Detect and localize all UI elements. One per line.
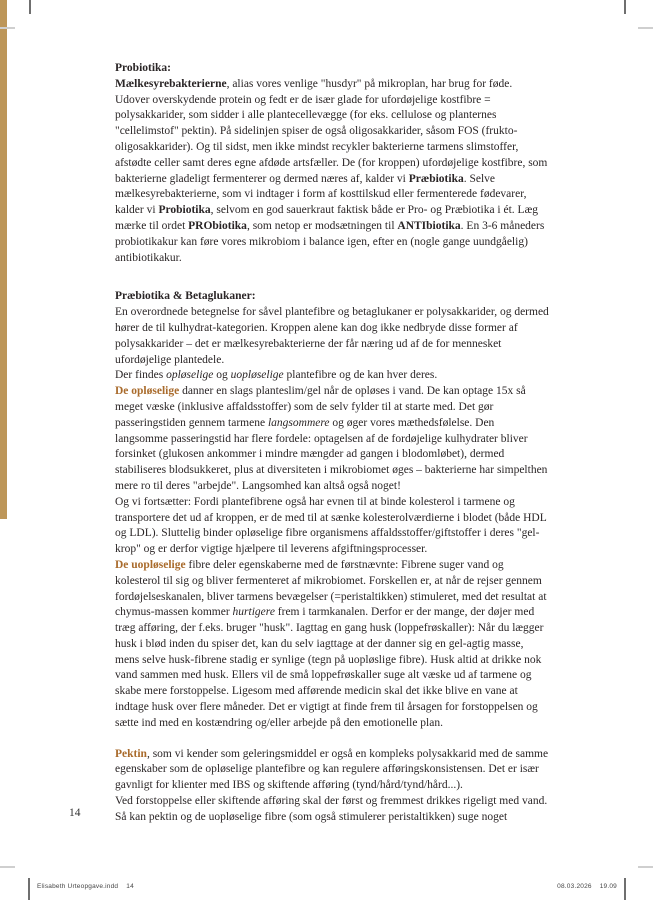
text-segment: langsommere <box>267 416 330 429</box>
crop-mark-top-right-horizontal <box>638 27 653 29</box>
text-segment: ANTIbiotika <box>397 219 461 232</box>
text-segment: . Selve mælkesyrebakterierne, som vi indtager i form af kosttilskud eller fermenterede fødevarer, kalder vi <box>115 172 527 217</box>
left-edge-color-bar <box>0 0 7 519</box>
text-segment: og <box>213 369 231 382</box>
text-segment: De uopløselige <box>115 558 186 571</box>
text-segment: Der findes <box>115 369 167 382</box>
paragraph-og-vi-fortsaetter <box>115 495 549 558</box>
footer-timestamp: 08.03.2026 19.09 <box>557 883 617 890</box>
text-segment: Præbiotika <box>408 172 464 185</box>
crop-mark-bottom-right-horizontal <box>638 866 653 868</box>
text-segment: Og vi fortsætter: Fordi plantefibrene også har evnen til at binde kolesterol i tarmene og transportere det ud af kroppen, er de med til at sænke kolesterolværdierne i blodet (både HDL og LDL). Sluttelig binder opløselige fibre organismens affaldsstoffer/giftstoffer i deres "gel-krop" og er derfor vigtige hjælpere til leverens afgiftningsprocesser. <box>115 495 547 556</box>
text-segment: Ved forstoppelse eller skiftende afføring skal der først og fremmest drikkes rigeligt med vand. Så kan pektin og de uopløselige fibre (som også stimulerer peristaltikken) suge noget <box>115 795 548 823</box>
crop-mark-top-left-vertical <box>29 0 31 14</box>
paragraph-der-findes <box>115 368 549 384</box>
text-segment: Pektin <box>115 747 147 760</box>
paragraph-pektin <box>115 747 549 794</box>
text-segment: , selvom en god sauerkraut faktisk både er Pro- og Præbiotika i ét. Læg mærke til ordet <box>115 204 538 232</box>
page-number: 14 <box>69 807 81 819</box>
text-segment: . En 3-6 måneders probiotikakur kan føre vores mikrobiom i balance igen, efter en (nogle gange uundgåelig) antibiotikakur. <box>115 219 545 264</box>
text-segment: danner en slags planteslim/gel når de opløses i vand. De kan optage 15x så meget væske (inklusive affaldsstoffer) som de selv fylder til at starte med. Det gør passeringstiden gennem tarmene <box>115 385 526 429</box>
text-segment: Mælkesyrebakterierne <box>115 77 227 90</box>
text-segment: frem i tarmkanalen. Derfor er der mange, der døjer med træg afføring, der f.eks. bruger "husk". Iagttag en gang husk (loppefrøskaller): Når du lægger husk i blød inden du spiser det, kan du selv iagttage at der danner sig en gel-agtig masse, mens selve husk-fibrene stadig er synlige (tegn på uopløslige fibre). Husk altid at drikke nok vand sammen med husk. Ellers vil de små loppefrøskaller suge alt væske ud af tarmene og skabe mere forstoppelse. Ligesom med afførende medicin skal det ikke blive en vane at indtage husk over flere måneder. Det er vigtigt at finde frem til årsagen for forstoppelsen og sætte ind med en kostændring og/eller arbejde på den emotionelle plan. <box>115 606 544 729</box>
text-segment: hurtigere <box>232 606 275 619</box>
paragraph-betegnelse <box>115 305 549 368</box>
heading-probiotika <box>115 61 549 77</box>
paragraph-ved-forstoppelse <box>115 794 549 826</box>
text-segment: PRObiotika <box>188 219 247 232</box>
text-segment: Probiotika: <box>115 62 172 74</box>
article-text-block <box>115 61 549 826</box>
text-segment: , alias vores venlige "husdyr" på mikroplan, har brug for føde. Udover overskydende protein og fedt er de især glade for ufordøjelige kostfibre = polysakkarider, som sidder i alle plantecellevægge (for eks. cellulose og planternes "cellelimstof" pektin). På sidelinjen spiser de også oligosakkarider, såsom FOS (frukto-oligosakkarider). Og til sidst, men ikke mindst recykler bakterierne tarmens slimstoffer, afstødte celler samt deres egne afdøde artsfæller. De (for kroppen) ufordøjelige kostfibre, som bakterierne gladeligt fermenterer og dermed næres af, kalder vi <box>115 77 548 185</box>
text-segment: og øger vores mæthedsfølelse. Den langsomme passeringstid har flere fordele: optagelsen af de fordøjelige kulhydrater bliver forsinket (glukosen ankommer i mindre mængder ad gangen i blodomløbet), dermed stabiliseres blodsukkeret, plus at diversiteten i mikrobiomet øges – bakterierne har simpelthen mere ro til deres "arbejde". Langsomhed kan altså også noget! <box>115 416 548 492</box>
paragraph-oploeselige <box>115 384 549 495</box>
footer-file-name: Elisabeth Urteopgave.indd 14 <box>37 883 134 890</box>
heading-praebiotika-betaglukaner <box>115 289 549 305</box>
crop-mark-top-right-vertical <box>624 0 626 14</box>
crop-mark-bottom-right-vertical <box>624 878 626 900</box>
text-segment: Probiotika <box>158 204 211 217</box>
crop-mark-top-left-horizontal <box>0 27 15 29</box>
text-segment: Præbiotika & Betaglukaner: <box>115 290 256 303</box>
paragraph-uoploeselige <box>115 558 549 732</box>
paragraph-probiotika <box>115 77 549 267</box>
text-segment: fibre deler egenskaberne med de førstnævnte: Fibrene suger vand og kolesterol til sig og bliver fermenteret af mikrobiomet. Forskellen er, at når de rejser gennem fordøjelseskanalen, bliver tarmens bevægelser (=peristaltikken) stimuleret, med det resultat at chymus-massen kommer <box>115 558 547 619</box>
text-segment: En overordnede betegnelse for såvel plantefibre og betaglukaner er polysakkarider, og dermed hører de til kulhydrat-kategorien. Kroppen alene kan dog ikke nedbryde disse former af polysakkarider – det er mælkesyrebakterierne der får næring ud af de for mennesket ufordøjelige plantedele. <box>115 306 549 366</box>
text-segment: plantefibre og de kan hver deres. <box>283 369 438 382</box>
crop-mark-bottom-left-horizontal <box>0 866 15 868</box>
text-segment: , som vi kender som geleringsmiddel er også en kompleks polysakkarid med de samme egenskaber som de opløselige plantefibre og kan regulere afføringskonsistensen. Det er især gavnligt for klienter med IBS og skiftende afføring (tynd/hård/tynd/hård...). <box>115 747 549 792</box>
text-segment: De opløselige <box>115 385 180 398</box>
crop-mark-bottom-left-vertical <box>28 878 30 900</box>
text-segment: , som netop er modsætningen til <box>246 219 398 232</box>
text-segment: opløselige <box>166 369 214 382</box>
text-segment: uopløselige <box>230 369 284 382</box>
